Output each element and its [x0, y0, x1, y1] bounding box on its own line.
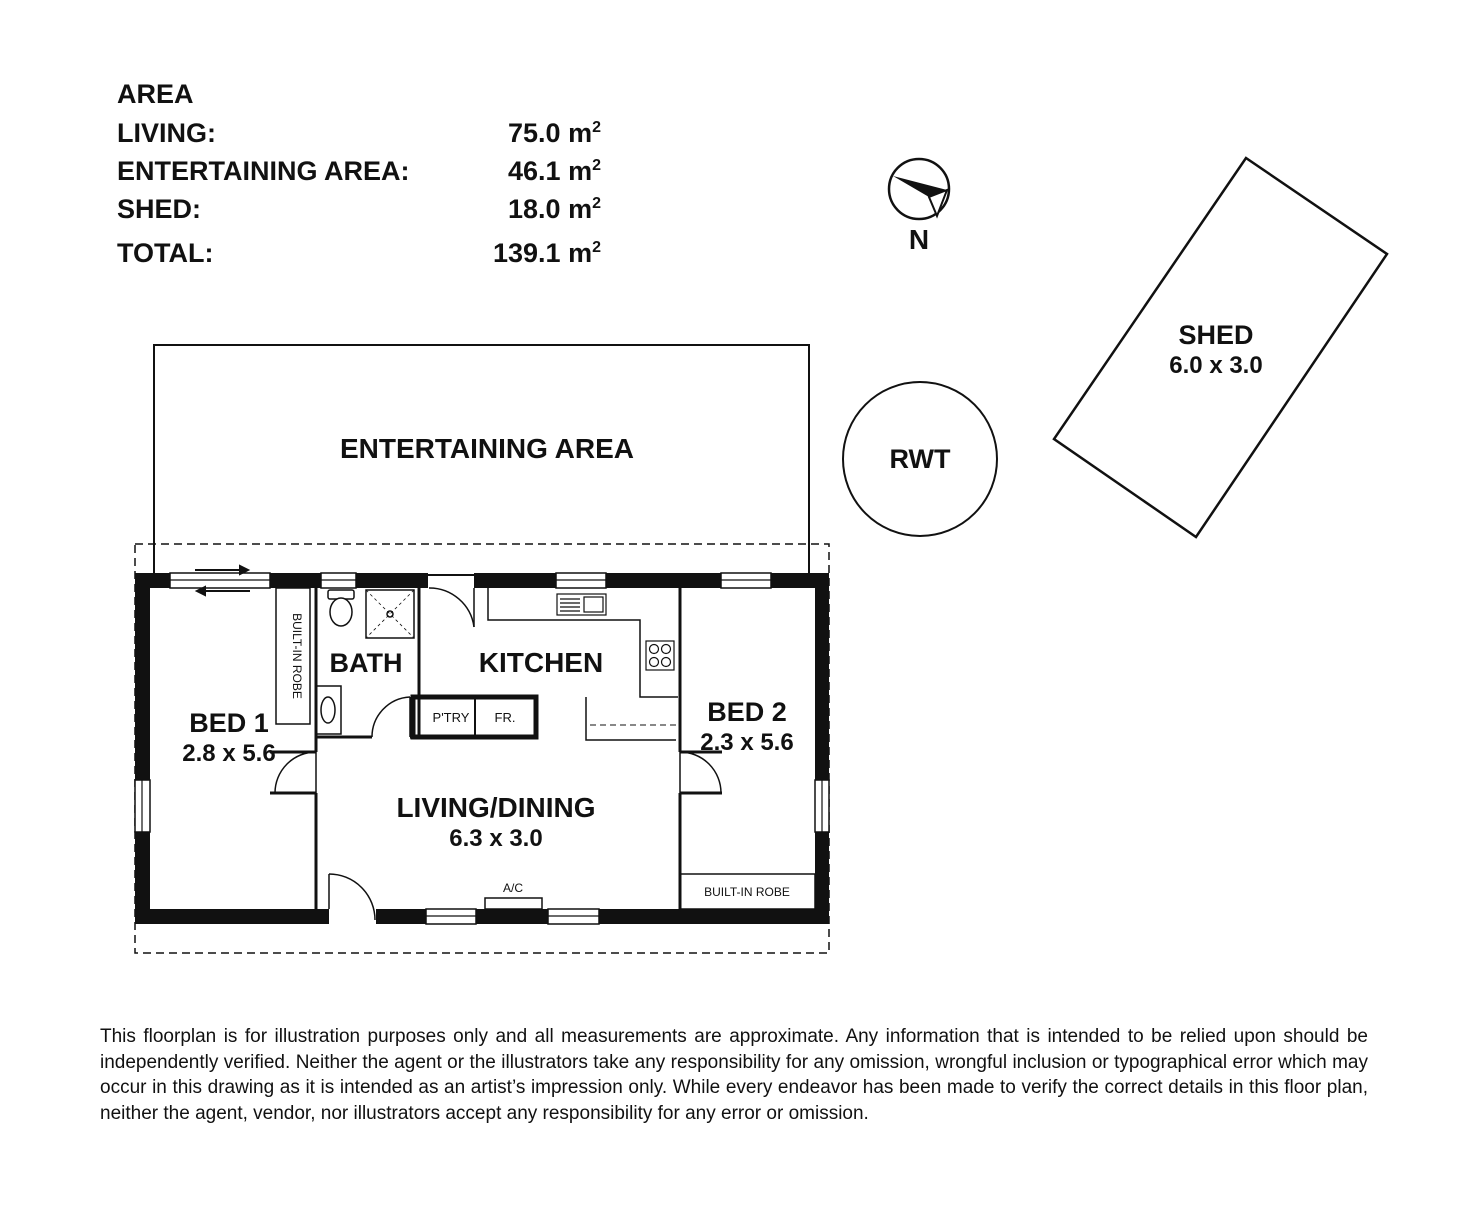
shed-dimensions: 6.0 x 3.0 [1169, 352, 1263, 379]
ac-unit [485, 898, 542, 909]
area-row-label: ENTERTAINING AREA: [117, 156, 410, 186]
kitchen-bench-outline [488, 588, 678, 697]
bed2-label: BED 2 [707, 697, 787, 727]
compass-letter: N [908, 224, 930, 255]
interior-walls [270, 588, 722, 909]
area-row-value: 46.1 $m^2$ [508, 156, 601, 186]
bed2-robe-label: BUILT-IN ROBE [704, 885, 790, 899]
bed2-dimensions: 2.3 x 5.6 [700, 729, 794, 756]
pantry-label: P'TRY [432, 710, 470, 725]
fridge-label: FR. [494, 710, 516, 725]
area-heading: AREA [117, 79, 194, 109]
north-arrow-icon [889, 159, 949, 219]
living-dimensions: 6.3 x 3.0 [449, 825, 543, 852]
disclaimer-text: This floorplan is for illustration purposes only and all measurements are approximate. Any information that is intended to be relied upon should be independently verified. Neither the agent or the illustrators take any responsibility for any omission, wrongful inclusion or typographical error which may occur in this drawing as it is intended as an artist’s impression only. While every endeavor has been made to verify the correct details in this floor plan, neither the agent, vendor, nor illustrators accept any responsibility for any error or omission. [100, 1026, 1368, 1124]
door-swings [275, 588, 721, 920]
kitchen-label: KITCHEN [478, 647, 604, 678]
kitchen-island-outline [586, 697, 676, 740]
toilet-icon [328, 590, 354, 626]
shower-icon [366, 590, 414, 638]
living-label: LIVING/DINING [396, 792, 596, 823]
bath-label: BATH [329, 648, 403, 678]
bed1-label: BED 1 [189, 708, 269, 738]
area-total-label: TOTAL: [117, 238, 214, 268]
area-row-value: 75.0 $m^2$ [508, 118, 601, 148]
shed-label: SHED [1178, 320, 1254, 350]
ac-label: A/C [502, 881, 524, 895]
area-total-value: 139.1 $m^2$ [492, 238, 601, 268]
vanity-icon [316, 686, 341, 734]
sink-icon [557, 594, 606, 615]
bed1-robe-label: BUILT-IN ROBE [290, 613, 304, 699]
rwt-label: RWT [889, 444, 951, 474]
area-row-label: LIVING: [117, 118, 216, 148]
entertaining-area-label: ENTERTAINING AREA [340, 433, 634, 464]
bed1-dimensions: 2.8 x 5.6 [182, 740, 276, 767]
cooktop-icon [646, 641, 674, 670]
area-row-label: SHED: [117, 194, 202, 224]
area-row-value: 18.0 $m^2$ [508, 194, 601, 224]
